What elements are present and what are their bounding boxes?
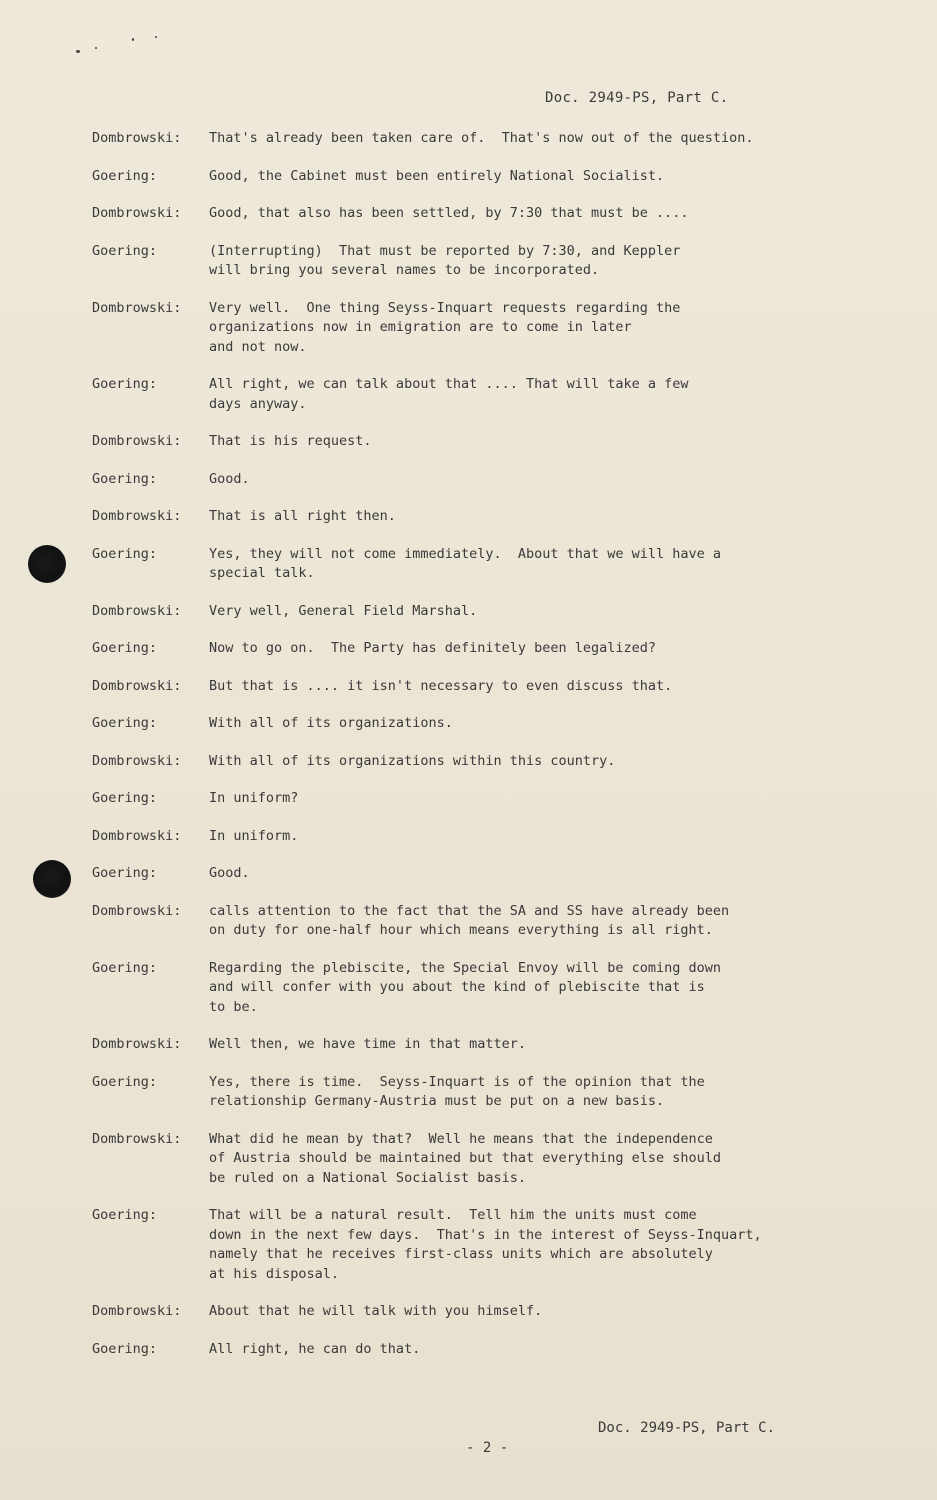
dialogue-line bbox=[92, 167, 892, 187]
dialogue-text: That's already been taken care of. That's now out of the question. bbox=[209, 130, 754, 146]
paper-speck bbox=[155, 36, 157, 38]
speaker-name: Goering: bbox=[92, 640, 158, 656]
dialogue-text: Good, the Cabinet must been entirely National Socialist. bbox=[209, 167, 665, 184]
dialogue-text: Now to go on. The Party has definitely been legalized? bbox=[209, 640, 657, 656]
speaker-name: Goering: bbox=[92, 959, 158, 976]
dialogue-line bbox=[92, 789, 892, 809]
dialogue-text: Good, that also has been settled, by 7:30 that must be .... bbox=[209, 205, 689, 221]
speaker-name: Goering: bbox=[92, 1073, 158, 1090]
dialogue-text: Good. bbox=[209, 865, 250, 881]
dialogue-text: But that is .... it isn't necessary to even discuss that. bbox=[209, 677, 673, 694]
dialogue-text: With all of its organizations within this country. bbox=[209, 752, 616, 769]
dialogue-text: That is his request. bbox=[209, 433, 372, 449]
speaker-name: Dombrowski: bbox=[92, 677, 182, 694]
speaker-name: Dombrowski: bbox=[92, 508, 182, 524]
dialogue-line bbox=[92, 677, 892, 697]
dialogue-text: calls attention to the fact that the SA and SS have already been on duty for one-half hour which means everything is all right. bbox=[209, 902, 730, 938]
paper-speck bbox=[95, 47, 97, 49]
dialogue-text: Very well, General Field Marshal. bbox=[209, 602, 478, 619]
dialogue-line bbox=[92, 902, 892, 941]
dialogue-text: (Interrupting) That must be reported by 7:30, and Keppler will bring you several names to be incorporated. bbox=[209, 242, 681, 278]
dialogue-line bbox=[92, 470, 892, 490]
speaker-name: Goering: bbox=[92, 1340, 158, 1357]
dialogue-text: In uniform? bbox=[209, 790, 299, 806]
dialogue-text: Yes, there is time. Seyss-Inquart is of the opinion that the relationship Germany-Austria must be put on a new basis. bbox=[209, 1073, 705, 1109]
dialogue-line bbox=[92, 375, 892, 414]
dialogue-text: Good. bbox=[209, 470, 250, 487]
transcript bbox=[92, 129, 892, 1377]
speaker-name: Dombrowski: bbox=[92, 433, 182, 449]
speaker-name: Dombrowski: bbox=[92, 752, 182, 769]
dialogue-line bbox=[92, 752, 892, 772]
speaker-name: Goering: bbox=[92, 790, 158, 806]
dialogue-line bbox=[92, 602, 892, 622]
speaker-name: Goering: bbox=[92, 167, 158, 184]
dialogue-line bbox=[92, 242, 892, 281]
speaker-name: Dombrowski: bbox=[92, 1303, 182, 1319]
dialogue-line bbox=[92, 1130, 892, 1189]
dialogue-text: That will be a natural result. Tell him the units must come down in the next few days. That's in the interest of Seyss-Inquart, namely that he receives first-class units which are absolutely at his disposal. bbox=[209, 1207, 762, 1282]
punch-hole bbox=[28, 545, 66, 583]
speaker-name: Goering: bbox=[92, 545, 158, 562]
dialogue-text: About that he will talk with you himself. bbox=[209, 1303, 543, 1319]
dialogue-line bbox=[92, 204, 892, 224]
dialogue-line bbox=[92, 1073, 892, 1112]
dialogue-text: Well then, we have time in that matter. bbox=[209, 1036, 526, 1052]
speaker-name: Dombrowski: bbox=[92, 827, 182, 844]
dialogue-text: With all of its organizations. bbox=[209, 715, 453, 731]
speaker-name: Dombrowski: bbox=[92, 1036, 182, 1052]
speaker-name: Dombrowski: bbox=[92, 902, 182, 919]
document-reference-footer: Doc. 2949-PS, Part C. bbox=[598, 1420, 776, 1436]
paper-speck bbox=[132, 38, 134, 41]
speaker-name: Goering: bbox=[92, 865, 158, 881]
page-number: - 2 - bbox=[466, 1440, 509, 1456]
dialogue-line bbox=[92, 1035, 892, 1055]
speaker-name: Goering: bbox=[92, 376, 158, 392]
dialogue-line bbox=[92, 1206, 892, 1284]
dialogue-line bbox=[92, 714, 892, 734]
speaker-name: Goering: bbox=[92, 470, 158, 487]
speaker-name: Goering: bbox=[92, 1207, 158, 1223]
dialogue-line bbox=[92, 1340, 892, 1360]
speaker-name: Dombrowski: bbox=[92, 130, 182, 146]
speaker-name: Goering: bbox=[92, 715, 158, 731]
dialogue-text: In uniform. bbox=[209, 827, 299, 844]
dialogue-line bbox=[92, 827, 892, 847]
dialogue-line bbox=[92, 129, 892, 149]
punch-hole bbox=[33, 860, 71, 898]
dialogue-line bbox=[92, 432, 892, 452]
dialogue-line bbox=[92, 507, 892, 527]
paper-speck bbox=[76, 50, 80, 53]
dialogue-text: All right, he can do that. bbox=[209, 1340, 421, 1357]
dialogue-text: Regarding the plebiscite, the Special Envoy will be coming down and will confer with you about the kind of plebiscite that is to be. bbox=[209, 959, 722, 1015]
dialogue-text: All right, we can talk about that .... That will take a few days anyway. bbox=[209, 376, 689, 412]
speaker-name: Dombrowski: bbox=[92, 205, 182, 221]
speaker-name: Dombrowski: bbox=[92, 1130, 182, 1147]
dialogue-line bbox=[92, 959, 892, 1018]
dialogue-text: What did he mean by that? Well he means that the independence of Austria should be maintained but that everything else should be ruled on a National Socialist basis. bbox=[209, 1130, 722, 1186]
dialogue-text: That is all right then. bbox=[209, 508, 396, 524]
dialogue-text: Yes, they will not come immediately. About that we will have a special talk. bbox=[209, 545, 722, 581]
dialogue-text: Very well. One thing Seyss-Inquart requests regarding the organizations now in emigration are to come in later and not now. bbox=[209, 299, 681, 355]
document-reference-header: Doc. 2949-PS, Part C. bbox=[545, 90, 729, 106]
dialogue-line bbox=[92, 864, 892, 884]
speaker-name: Dombrowski: bbox=[92, 602, 182, 619]
dialogue-line bbox=[92, 545, 892, 584]
speaker-name: Dombrowski: bbox=[92, 299, 182, 316]
dialogue-line bbox=[92, 299, 892, 358]
speaker-name: Goering: bbox=[92, 242, 158, 259]
dialogue-line bbox=[92, 639, 892, 659]
dialogue-line bbox=[92, 1302, 892, 1322]
